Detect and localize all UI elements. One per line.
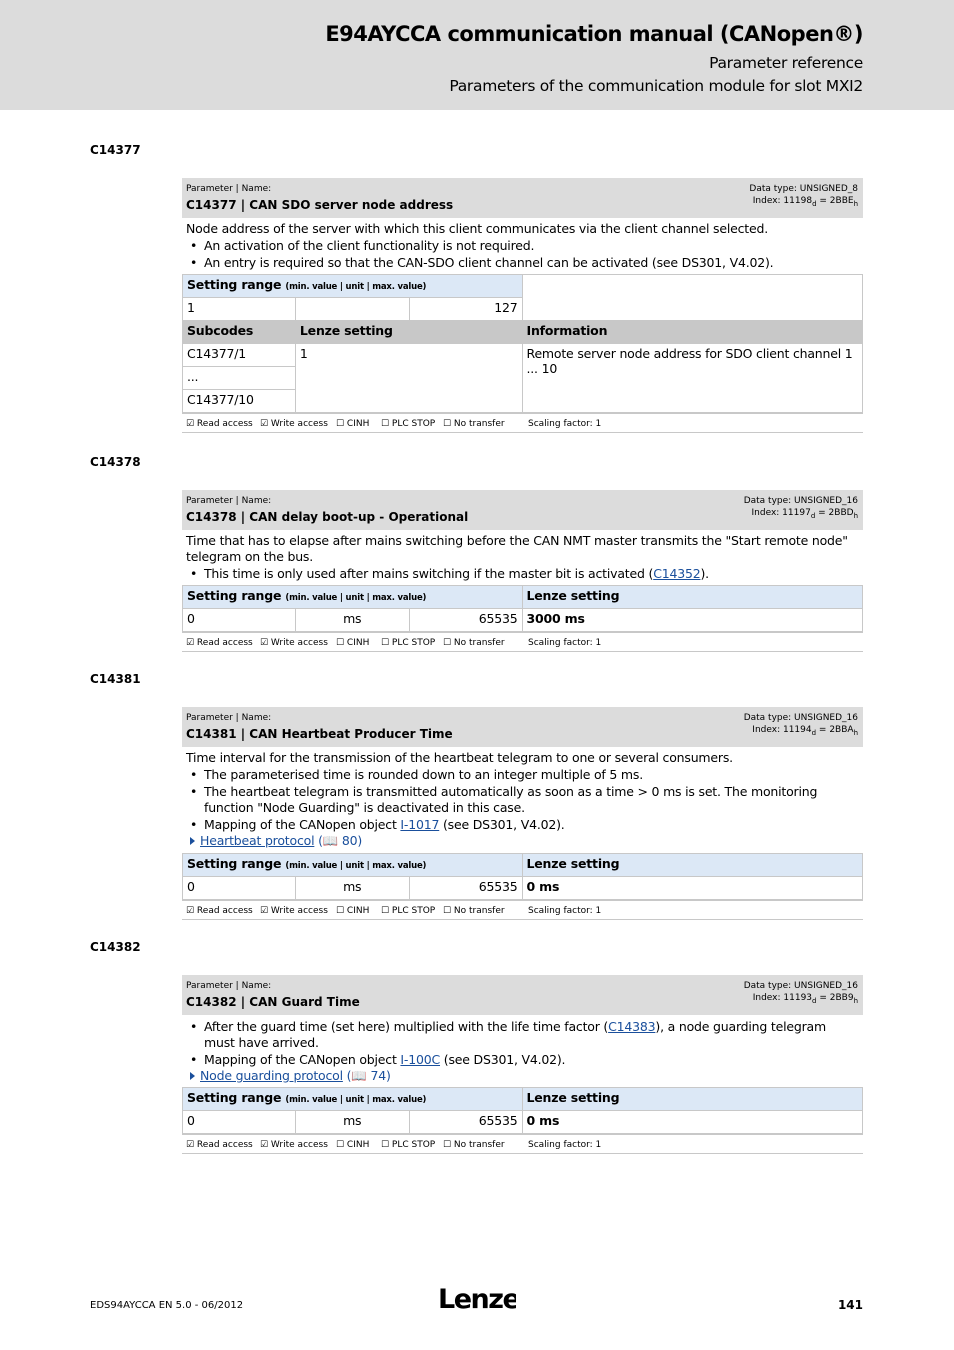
c14382-heading: C14382 <box>90 940 141 954</box>
c14381-table: Setting range (min. value | unit | max. value) Lenze setting 0 ms 65535 0 ms <box>182 853 863 900</box>
c14378-namebar: Parameter | Name: C14378 | CAN delay boot-up - Operational Data type: UNSIGNED_16 Index: $11197_d = 2BBD_h$ <box>182 490 863 530</box>
c14378-data-type: Data type: UNSIGNED_16 <box>743 496 858 506</box>
c14382-max: 65535 <box>409 1111 522 1134</box>
table-row: ... <box>183 367 296 390</box>
c14381-max: 65535 <box>409 877 522 900</box>
c14378-table: Setting range (min. value | unit | max. value) Lenze setting 0 ms 65535 3000 ms <box>182 585 863 632</box>
list-item: • An activation of the client functionality is not required. <box>186 238 859 254</box>
reference-line: Heartbeat protocol (📖 80) <box>186 833 859 849</box>
c14382-access-row: ☑ Read access ☑ Write access ☐ CINH ☐ PLC STOP ☐ No transfer Scaling factor: 1 <box>182 1134 863 1154</box>
link-node-guarding-protocol[interactable]: Node guarding protocol <box>200 1068 343 1083</box>
page-number: 141 <box>837 1298 863 1312</box>
param-name-label: Parameter | Name: <box>186 184 272 194</box>
c14381-lenze-setting: 0 ms <box>522 877 862 900</box>
c14378-unit: ms <box>295 609 409 632</box>
c14381-index: Index: $11194_d = 2BBA_h$ <box>752 725 858 737</box>
list-item: • Mapping of the CANopen object I-100C (see DS301, V4.02). <box>186 1052 859 1068</box>
c14382-block <box>182 975 863 1154</box>
setting-range-header: Setting range (min. value | unit | max. value) <box>183 275 523 298</box>
chapter-title: Parameter reference <box>709 54 863 72</box>
c14377-heading: C14377 <box>90 143 141 157</box>
subcodes-header: Subcodes <box>183 321 296 344</box>
c14377-description: Node address of the server with which this client communicates via the client channel selected. • An activation of the client functionality is not required. • An entry is required so that the CAN-SDO client channel can be activated (see DS301, V4.02). <box>182 218 863 274</box>
svg-text:Lenze: Lenze <box>438 1284 516 1313</box>
document-title: E94AYCCA communication manual (CANopen®) <box>325 22 863 46</box>
c14377-index: Index: $11198_d = 2BBE_h$ <box>752 196 858 208</box>
c14381-description: Time interval for the transmission of the heartbeat telegram to one or several consumers. • The parameterised time is rounded down to an integer multiple of 5 ms. • The heartbeat telegram is transmitted automatically as soon as a time > 0 ms is set. The monitoring function "Node Guarding" is deactivated in this case. • Mapping of the CANopen object I-1017 (see DS301, V4.02). Heartbeat protocol (📖 80) <box>182 747 863 853</box>
c14382-data-type: Data type: UNSIGNED_16 <box>743 981 858 991</box>
c14382-name: C14382 | CAN Guard Time <box>186 995 360 1009</box>
arrow-right-icon <box>190 1072 195 1080</box>
c14381-unit: ms <box>295 877 409 900</box>
c14381-data-type: Data type: UNSIGNED_16 <box>743 713 858 723</box>
link-c14352[interactable]: C14352 <box>653 566 701 581</box>
table-row: C14377/10 <box>183 390 296 413</box>
c14378-description: Time that has to elapse after mains switching before the CAN NMT master transmits the "Start remote node" telegram on the bus. • This time is only used after mains switching if the master bit is activated (C14352). <box>182 530 863 585</box>
link-i-100c[interactable]: I-100C <box>400 1052 441 1067</box>
c14382-description <box>182 1015 863 1087</box>
information-header: Information <box>522 321 862 344</box>
c14381-name: C14381 | CAN Heartbeat Producer Time <box>186 727 453 741</box>
c14377-name: C14377 | CAN SDO server node address <box>186 198 454 212</box>
list-item: • The parameterised time is rounded down to an integer multiple of 5 ms. <box>186 767 859 783</box>
c14381-access-row: ☑ Read access ☑ Write access ☐ CINH ☐ PLC STOP ☐ No transfer Scaling factor: 1 <box>182 900 863 920</box>
c14381-block <box>182 707 863 920</box>
list-item: • This time is only used after mains switching if the master bit is activated (C14352). <box>186 566 859 582</box>
c14377-unit <box>295 298 409 321</box>
c14377-namebar <box>182 178 863 218</box>
section-title: Parameters of the communication module for slot MXI2 <box>449 77 863 95</box>
list-item: • The heartbeat telegram is transmitted automatically as soon as a time > 0 ms is set. The monitoring function "Node Guarding" is deactivated in this case. <box>186 784 859 816</box>
c14381-min: 0 <box>183 877 296 900</box>
c14382-namebar: Parameter | Name: C14382 | CAN Guard Time Data type: UNSIGNED_16 Index: $11193_d = 2BB9_h$ <box>182 975 863 1015</box>
c14377-data-type: Data type: UNSIGNED_8 <box>749 184 858 194</box>
lenze-logo <box>438 1283 516 1317</box>
c14382-index: Index: $11193_d = 2BB9_h$ <box>752 993 858 1005</box>
c14378-index: Index: $11197_d = 2BBD_h$ <box>751 508 858 520</box>
table-row: C14377/1 <box>183 344 296 367</box>
lenze-setting-header: Lenze setting <box>295 321 522 344</box>
c14382-lenze-setting: 0 ms <box>522 1111 862 1134</box>
c14378-max: 65535 <box>409 609 522 632</box>
c14378-min: 0 <box>183 609 296 632</box>
list-item: • An entry is required so that the CAN-SDO client channel can be activated (see DS301, V4.02). <box>186 255 859 271</box>
c14377-min: 1 <box>183 298 296 321</box>
c14381-heading: C14381 <box>90 672 141 686</box>
c14378-lenze-setting: 3000 ms <box>522 609 862 632</box>
page-header <box>0 0 954 110</box>
document-id: EDS94AYCCA EN 5.0 - 06/2012 <box>90 1300 244 1311</box>
c14377-access-row: ☑ Read access ☑ Write access ☐ CINH ☐ PLC STOP ☐ No transfer Scaling factor: 1 <box>182 413 863 433</box>
list-item: • Mapping of the CANopen object I-1017 (see DS301, V4.02). <box>186 817 859 833</box>
c14377-table <box>182 274 863 413</box>
arrow-right-icon <box>190 837 195 845</box>
c14377-lenze-setting: 1 <box>295 344 522 413</box>
link-c14383[interactable]: C14383 <box>608 1019 656 1034</box>
c14378-name: C14378 | CAN delay boot-up - Operational <box>186 510 469 524</box>
c14378-access-row: ☑ Read access ☑ Write access ☐ CINH ☐ PLC STOP ☐ No transfer Scaling factor: 1 <box>182 632 863 652</box>
c14382-table: Setting range (min. value | unit | max. value) Lenze setting 0 ms 65535 0 ms <box>182 1087 863 1134</box>
c14378-block <box>182 490 863 652</box>
link-i-1017[interactable]: I-1017 <box>400 817 440 832</box>
list-item: • After the guard time (set here) multiplied with the life time factor (C14383), a node guarding telegram must have arrived. <box>186 1019 859 1051</box>
c14382-unit: ms <box>295 1111 409 1134</box>
c14377-block <box>182 178 863 433</box>
reference-line: Node guarding protocol (📖 74) <box>186 1068 859 1084</box>
c14381-namebar: Parameter | Name: C14381 | CAN Heartbeat Producer Time Data type: UNSIGNED_16 Index: $11194_d = 2BBA_h$ <box>182 707 863 747</box>
c14382-min: 0 <box>183 1111 296 1134</box>
c14378-heading: C14378 <box>90 455 141 469</box>
c14377-max: 127 <box>409 298 522 321</box>
c14377-info: Remote server node address for SDO client channel 1 ... 10 <box>522 344 862 413</box>
link-heartbeat-protocol[interactable]: Heartbeat protocol <box>200 833 315 848</box>
